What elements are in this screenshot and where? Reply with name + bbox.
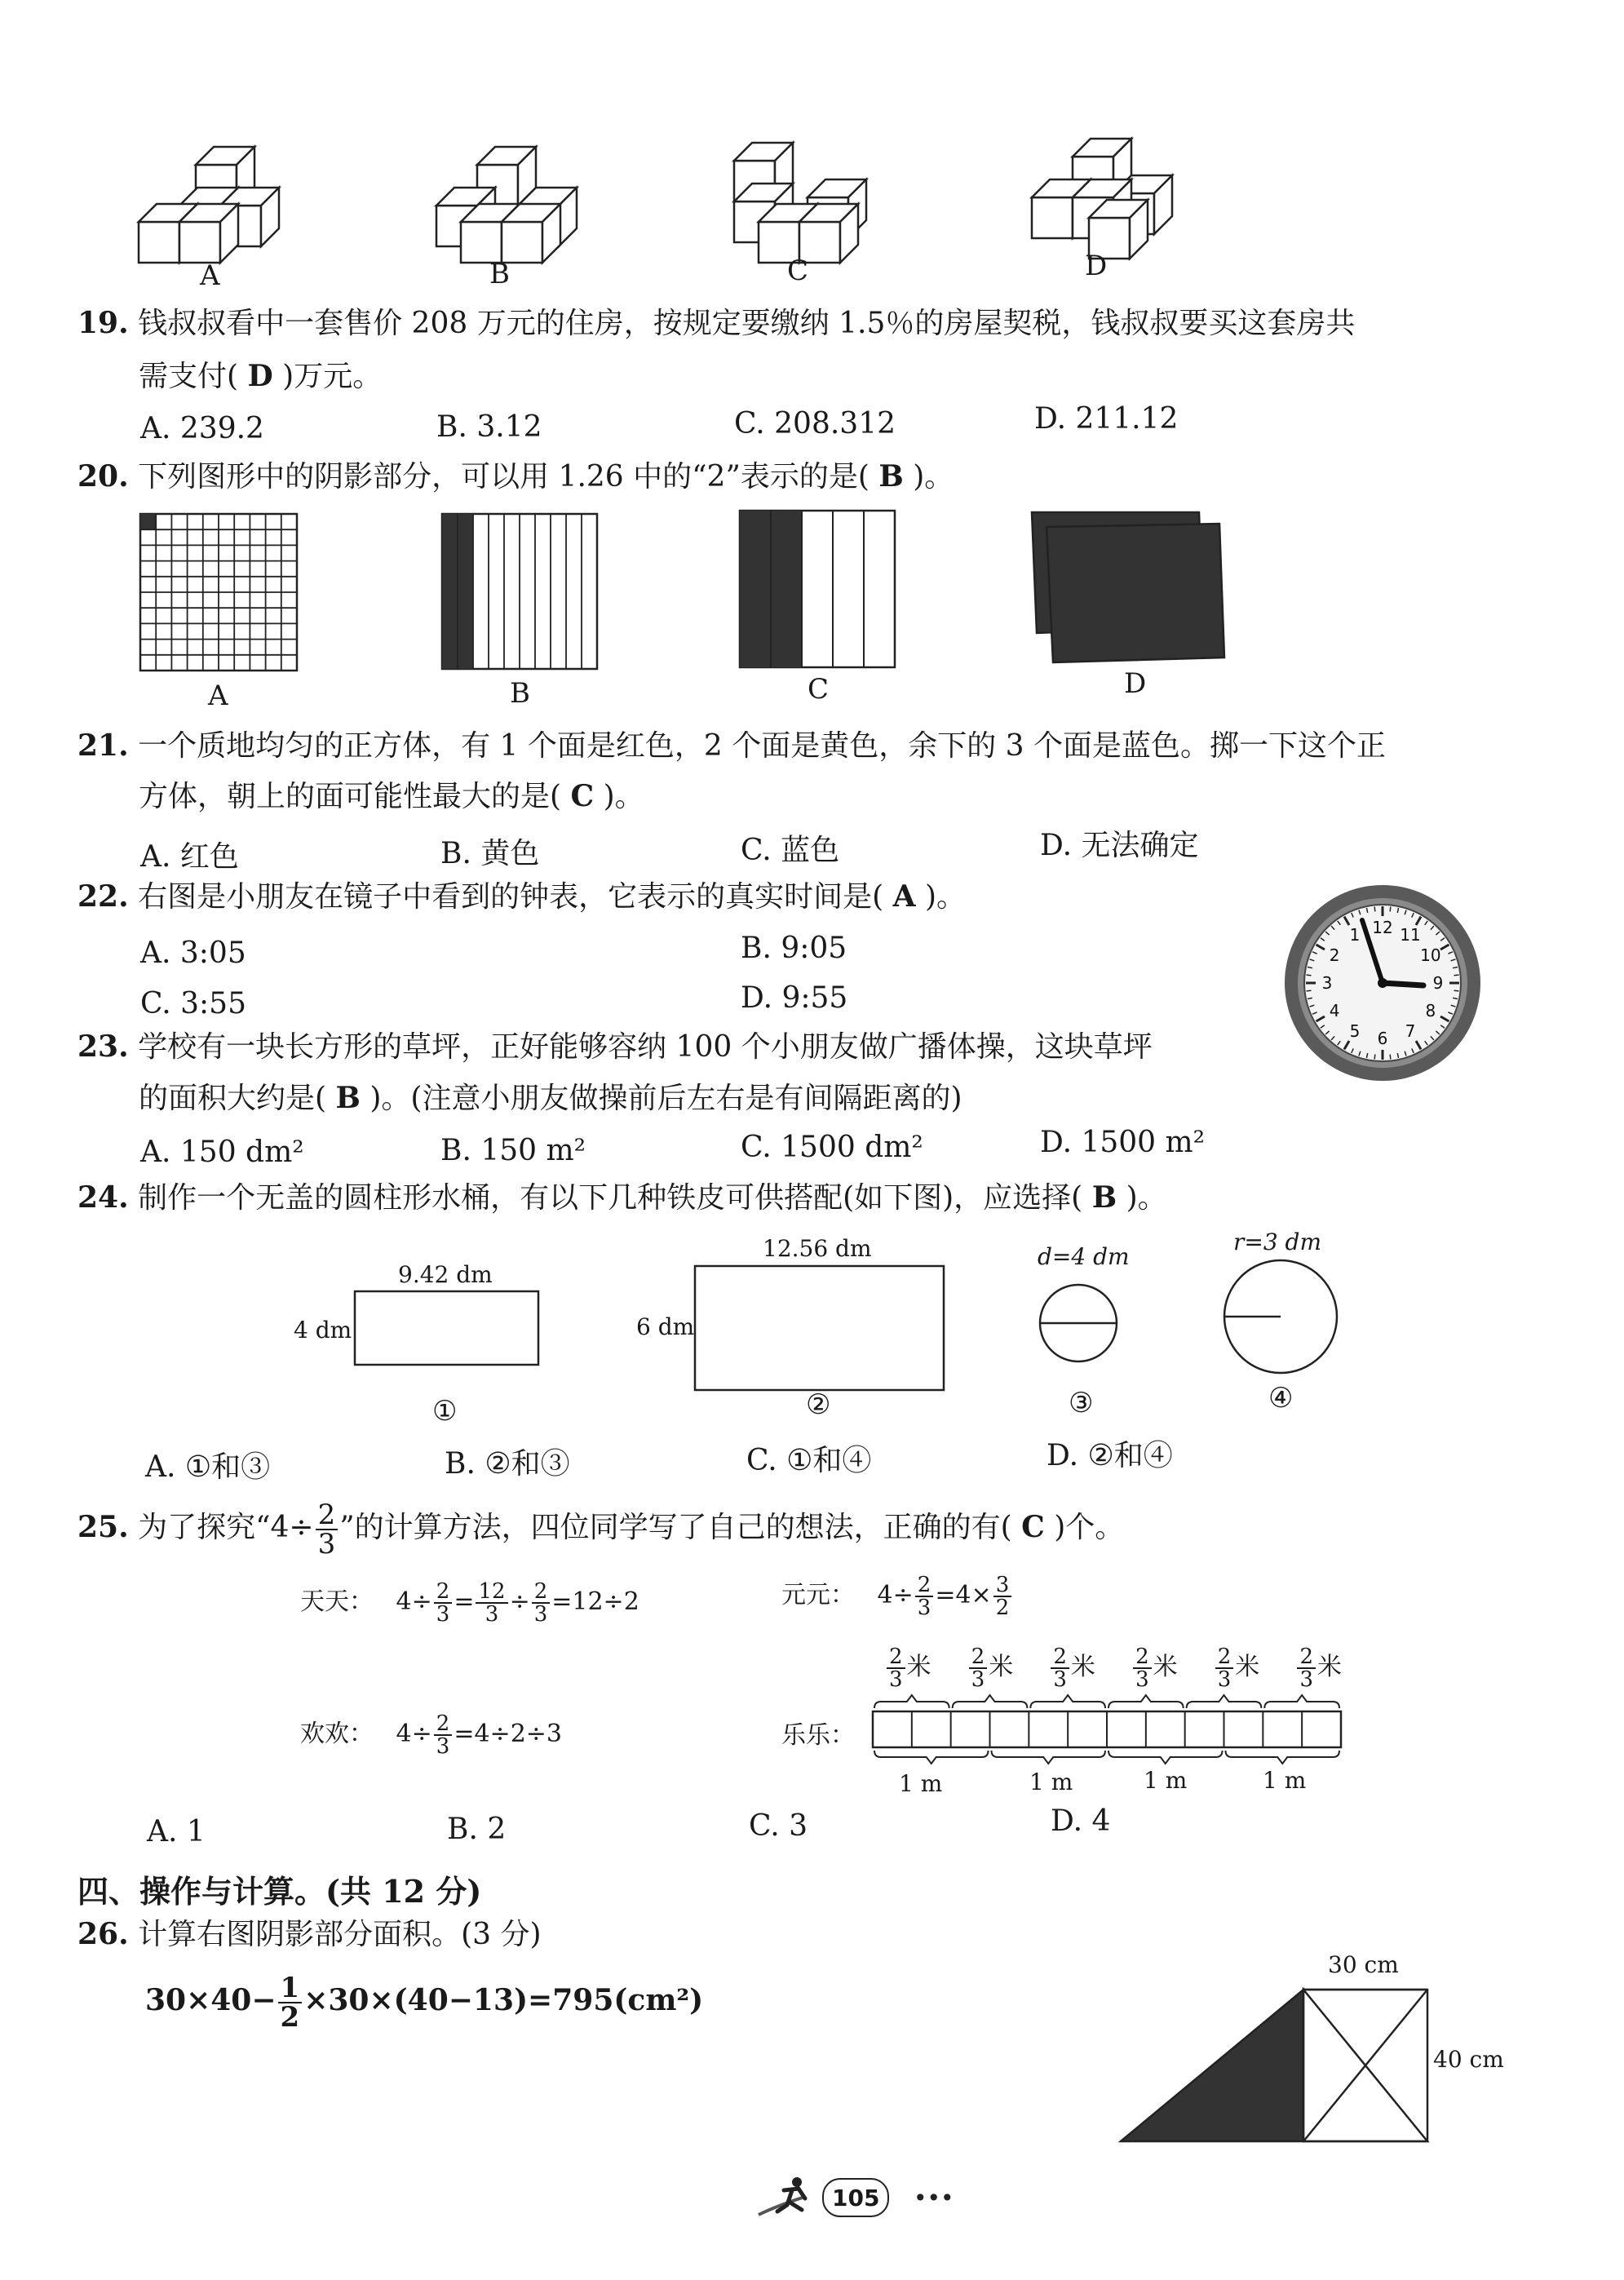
q25-meter-2: 1 m [1029, 1769, 1073, 1795]
q21-answer: C [570, 779, 595, 813]
q19-number: 19. [77, 306, 129, 340]
q19-question [77, 306, 1355, 341]
q18-label-b: B [489, 258, 510, 290]
q25-meter-1: 1 m [899, 1770, 943, 1797]
q20-figure-b [442, 514, 597, 669]
q21-option-b: B. 黄色 [440, 837, 540, 870]
q26-shaded-area [1121, 1990, 1303, 2141]
clock-number: 8 [1425, 1001, 1436, 1020]
q24-option-b: B. ②和③ [445, 1447, 570, 1481]
q25-option-c: C. 3 [749, 1809, 808, 1843]
q20-question: 20. 下列图形中的阴影部分，可以用 1.26 中的“2”表示的是( B )。 [77, 459, 954, 494]
q19-line2: 需支付( D )万元。 [139, 359, 383, 393]
q24-mark-2: ② [806, 1388, 831, 1421]
q25-option-d: D. 4 [1051, 1804, 1111, 1838]
q21-question: 21. 一个质地均匀的正方体，有 1 个面是红色，2 个面是黄色，余下的 3 个面是蓝色。掷一下这个正 [77, 728, 1387, 763]
q26-answer: 30×40− $\frac{1}{2}$ ×30×(40−13)=795(cm²) [145, 1972, 704, 2034]
q24-circle1-label: d=4 dm [1038, 1243, 1130, 1270]
q25-huanhuan: 欢欢： 4÷ $\frac{2}{3}$ =4÷2÷3 [300, 1711, 562, 1759]
q23-option-a: A. 150 dm² [140, 1136, 304, 1169]
clock-number: 1 [1349, 925, 1361, 945]
clock-number: 11 [1400, 925, 1421, 945]
q25-yuanyuan: 元元： 4÷ $\frac{2}{3}$ =4× $\frac{3}{2}$ [781, 1574, 1013, 1618]
q25-question: 25. 为了探究“4÷ $\frac{2}{3}$ ”的计算方法，四位同学写了自己的想法，正确的有( C )个。 [77, 1499, 1125, 1561]
q24-option-c: C. ①和④ [746, 1444, 872, 1477]
q19-option-c: C. 208.312 [734, 407, 896, 441]
q22-question: 22. 右图是小朋友在镜子中看到的钟表，它表示的真实时间是( A )。 [77, 879, 967, 914]
q19-answer: D [247, 359, 273, 393]
q26-dim-right: 40 cm [1433, 2046, 1504, 2073]
q23-answer: B [335, 1081, 361, 1115]
q20-label-b: B [510, 677, 530, 710]
q24-rect2-height: 6 dm [636, 1313, 695, 1340]
runner-icon [754, 2174, 820, 2223]
q20-figures [139, 512, 1248, 675]
q21-option-d: D. 无法确定 [1040, 829, 1199, 862]
q24-option-a: A. ①和③ [145, 1450, 271, 1484]
q24-mark-4: ④ [1268, 1382, 1294, 1414]
section-4-title: 四、操作与计算。(共 12 分) [77, 1873, 482, 1910]
q24-figures [351, 1256, 1346, 1395]
clock-hour-hand [1383, 983, 1423, 985]
q22-mirror-clock [1281, 881, 1485, 1085]
q19-line1: 钱叔叔看中一套售价 208 万元的住房，按规定要缴纳 1.5％的房屋契税，钱叔叔要买这套房共 [138, 307, 1356, 340]
q25-fraction: $\frac{2}{3}$ [316, 1501, 339, 1558]
q18-label-d: D [1085, 250, 1108, 282]
q24-rect1-width: 9.42 dm [398, 1261, 493, 1288]
clock-number: 9 [1432, 973, 1444, 993]
q18-figure-d [1032, 139, 1172, 259]
q18-figure-c [734, 143, 866, 263]
q23-line2: 的面积大约是( B )。(注意小朋友做操前后左右是有间隔距离的) [139, 1081, 962, 1115]
q24-circle2-label: r=3 dm [1233, 1229, 1322, 1255]
page-number: 105 [822, 2178, 889, 2217]
clock-number: 10 [1420, 945, 1441, 965]
q24-rect2-width: 12.56 dm [763, 1235, 872, 1262]
q24-question: 24. 制作一个无盖的圆柱形水桶，有以下几种铁皮可供搭配(如下图)，应选择( B )。 [77, 1180, 1167, 1215]
q21-line2: 方体，朝上的面可能性最大的是( C )。 [139, 779, 644, 813]
q23-option-b: B. 150 m² [440, 1134, 586, 1167]
q21-option-a: A. 红色 [140, 840, 239, 874]
q22-option-b: B. 9:05 [741, 932, 847, 965]
q19-option-a: A. 239.2 [140, 412, 264, 445]
q25-lele-fractions: $\frac{2}{3}$ 米 $\frac{2}{3}$ 米 $\frac{2}{3}$ 米 $\frac{2}{3}$ 米 $\frac{2}{3}$ 米 $\frac{2}{3}$ 米 [885, 1646, 1342, 1690]
footer-dots: ••• [914, 2185, 954, 2211]
q20-figure-d [1032, 512, 1224, 662]
q25-option-b: B. 2 [447, 1813, 507, 1846]
q25-lele-diagram [865, 1680, 1354, 1778]
q26-dim-top: 30 cm [1328, 1951, 1399, 1978]
q18-label-a: A [200, 259, 220, 292]
q24-mark-3: ③ [1069, 1387, 1094, 1419]
q26-figure [1117, 1978, 1436, 2149]
clock-number: 5 [1349, 1020, 1361, 1041]
q25-tiantian: 天天： 4÷ $\frac{2}{3}$ = $\frac{12}{3}$ ÷ $\frac{2}{3}$ =12÷2 [300, 1579, 639, 1627]
q20-answer: B [878, 459, 904, 494]
q25-meter-3: 1 m [1144, 1767, 1188, 1794]
q20-label-d: D [1124, 667, 1147, 700]
q25-meter-4: 1 m [1263, 1767, 1307, 1794]
clock-number: 2 [1329, 945, 1340, 965]
q24-mark-1: ① [432, 1395, 458, 1428]
q20-label-c: C [808, 673, 830, 706]
q18-label-c: C [787, 255, 809, 287]
q23-option-c: C. 1500 dm² [741, 1131, 923, 1164]
q22-option-a: A. 3:05 [140, 936, 246, 970]
q22-option-d: D. 9:55 [741, 981, 848, 1015]
clock-number: 12 [1372, 918, 1393, 937]
q19-option-d: D. 211.12 [1034, 402, 1179, 436]
q19-option-b: B. 3.12 [436, 410, 542, 444]
q24-rect2 [695, 1266, 944, 1390]
q24-rect1-height: 4 dm [294, 1317, 352, 1344]
q22-answer: A [892, 879, 916, 914]
q18-figure-b [436, 147, 577, 263]
clock-number: 4 [1329, 1001, 1340, 1020]
q18-figures [122, 131, 1199, 294]
q20-figure-a [140, 514, 297, 671]
q26-question: 26. 计算右图阴影部分面积。(3 分) [77, 1917, 542, 1951]
q25-answer: C [1021, 1510, 1045, 1544]
q25-option-a: A. 1 [147, 1815, 206, 1848]
q22-option-c: C. 3:55 [140, 987, 246, 1020]
q25-lele-label: 乐乐： [781, 1721, 855, 1750]
q23-option-d: D. 1500 m² [1040, 1126, 1206, 1159]
q21-option-c: C. 蓝色 [741, 834, 840, 867]
q24-rect1 [355, 1291, 538, 1365]
q24-answer: B [1091, 1180, 1117, 1215]
q20-label-a: A [208, 680, 228, 712]
q20-figure-c [740, 511, 895, 667]
q23-question: 23. 学校有一块长方形的草坪，正好能够容纳 100 个小朋友做广播体操，这块草坪 [77, 1029, 1153, 1064]
q18-figure-a [139, 147, 279, 263]
clock-number: 6 [1377, 1029, 1388, 1048]
q24-option-d: D. ②和④ [1047, 1439, 1173, 1472]
clock-number: 7 [1405, 1020, 1416, 1041]
clock-number: 3 [1321, 973, 1333, 993]
